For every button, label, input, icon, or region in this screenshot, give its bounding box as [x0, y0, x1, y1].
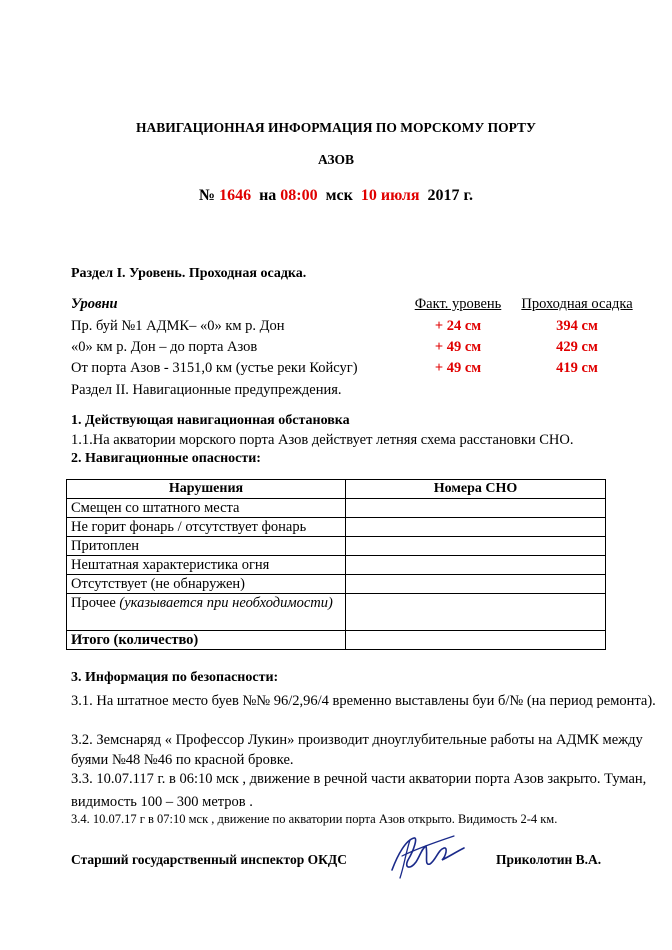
level-row-draft: 394 см [556, 318, 598, 334]
sno-cell [346, 537, 606, 556]
table-header-row [67, 480, 606, 499]
table-row [67, 518, 606, 537]
total-value [346, 631, 606, 650]
fact-level-header: Факт. уровень [414, 296, 502, 312]
signer-name: Приколотин В.А. [496, 852, 602, 867]
bulletin-date: 10 июля [360, 187, 420, 204]
number-prefix: № [199, 187, 216, 204]
at-label: на [259, 187, 277, 204]
heading-nav-situation: 1. Действующая навигационная обстановка [71, 413, 350, 428]
signer-position: Старший государственный инспектор ОКДС [71, 852, 347, 867]
table-row [67, 575, 606, 594]
sno-cell [346, 499, 606, 518]
column-header-violations: Нарушения [67, 480, 346, 499]
violation-label: Нештатная характеристика огня [67, 556, 346, 575]
level-row-draft: 429 см [556, 339, 598, 355]
table-row [67, 499, 606, 518]
table-row-total [67, 631, 606, 650]
handwritten-signature [384, 826, 470, 884]
other-label: Прочее [71, 595, 116, 611]
document-title: НАВИГАЦИОННАЯ ИНФОРМАЦИЯ ПО МОРСКОМУ ПОРТУ [136, 120, 536, 135]
column-header-sno-numbers: Номера СНО [346, 480, 606, 499]
levels-header: Уровни [71, 296, 118, 312]
level-row-draft: 419 см [556, 360, 598, 376]
level-row-label: «0» км р. Дон – до порта Азов [71, 339, 258, 355]
port-name: АЗОВ [317, 152, 355, 167]
total-label: Итого (количество) [67, 631, 346, 650]
sno-cell [346, 518, 606, 537]
section2-title: Раздел II. Навигационные предупреждения. [71, 382, 342, 398]
heading-nav-hazards: 2. Навигационные опасности: [71, 451, 261, 466]
section1-title: Раздел I. Уровень. Проходная осадка. [71, 266, 307, 281]
level-row-label: Пр. буй №1 АДМК– «0» км р. Дон [71, 318, 285, 334]
violation-label: Притоплен [67, 537, 346, 556]
draft-header: Проходная осадка [521, 296, 633, 312]
bulletin-line [0, 187, 672, 205]
paragraph-3-1: 3.1. На штатное место буев №№ 96/2,96/4 временно выставлены буи б/№ (на период ремонта). [71, 693, 656, 709]
paragraph-3-3: 3.3. 10.07.117 г. в 06:10 мск , движение в речной части акватории порта Азов закрыто. Туман, видимость 100 – 300 метров . [71, 771, 647, 810]
paragraph-3-2: 3.2. Земснаряд « Профессор Лукин» производит дноуглубительные работы на АДМК между буями №48 №46 по красной бровке. [71, 732, 643, 768]
violation-label: Отсутствует (не обнаружен) [67, 575, 346, 594]
violation-label: Не горит фонарь / отсутствует фонарь [67, 518, 346, 537]
level-row-fact: + 24 см [434, 318, 482, 334]
bulletin-year: 2017 г. [427, 187, 473, 204]
timezone: мск [325, 187, 353, 204]
other-label-cell [67, 594, 346, 631]
other-note: (указывается при необходимости) [119, 595, 333, 611]
table-row [67, 556, 606, 575]
sno-cell [346, 575, 606, 594]
bulletin-number: 1646 [219, 187, 252, 204]
level-row-label: От порта Азов - 3151,0 км (устье реки Койсуг) [71, 360, 358, 376]
heading-safety-info: 3. Информация по безопасности: [71, 670, 279, 685]
table-row-other [67, 594, 606, 631]
violations-table [66, 479, 606, 650]
sno-cell [346, 594, 606, 631]
level-row-fact: + 49 см [434, 360, 482, 376]
level-row-fact: + 49 см [434, 339, 482, 355]
table-row [67, 537, 606, 556]
sno-cell [346, 556, 606, 575]
violation-label: Смещен со штатного места [67, 499, 346, 518]
paragraph-3-4: 3.4. 10.07.17 г в 07:10 мск , движение по акватории порта Азов открыто. Видимость 2-4 км. [71, 812, 558, 826]
bulletin-time: 08:00 [280, 187, 318, 204]
paragraph-1-1: 1.1.На акватории морского порта Азов действует летняя схема расстановки СНО. [71, 432, 574, 448]
